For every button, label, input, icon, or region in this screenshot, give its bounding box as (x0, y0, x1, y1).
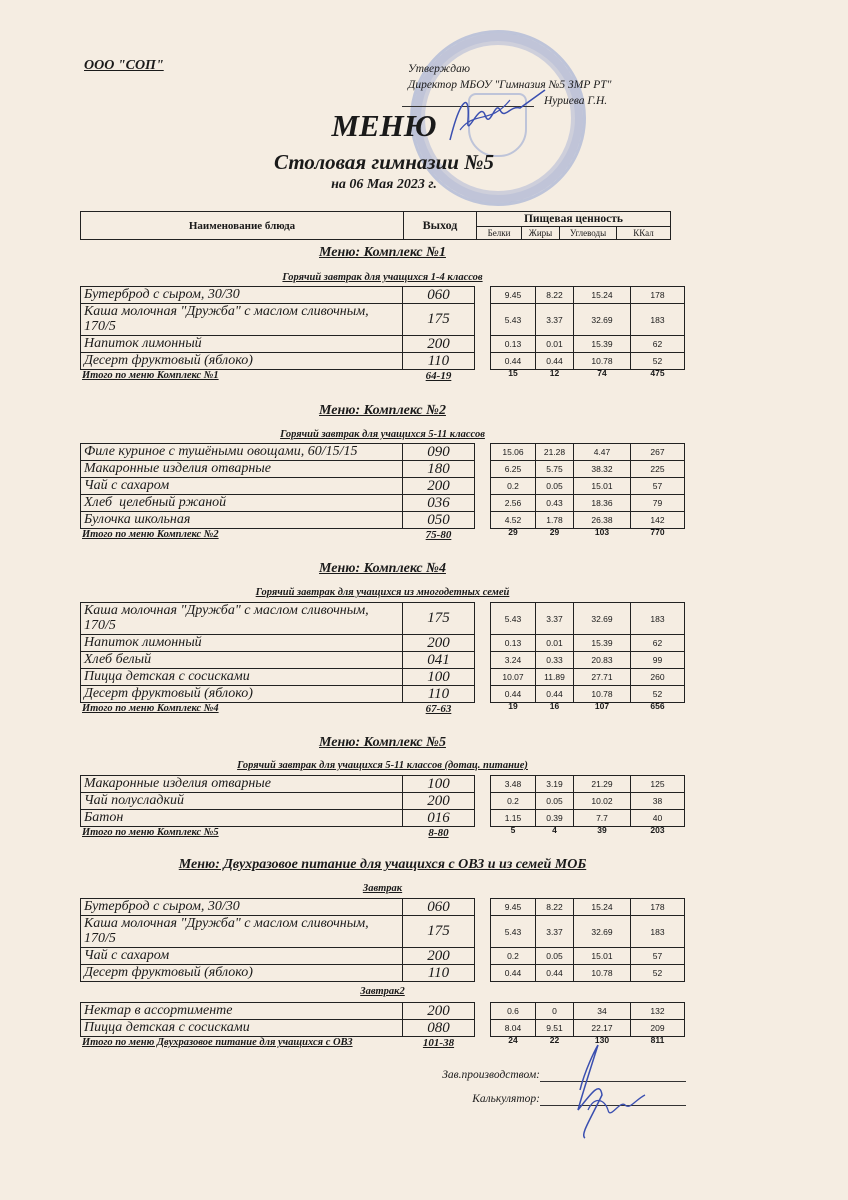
dish-kcal: 142 (630, 511, 685, 529)
dish-proteins: 5.43 (490, 915, 536, 948)
table-header (80, 211, 671, 240)
section-title: Меню: Комплекс №4 (319, 561, 446, 576)
dish-carbs: 26.38 (573, 511, 631, 529)
total-yield: 8-80 (428, 827, 449, 839)
total-fats: 29 (549, 527, 560, 537)
dish-yield: 041 (402, 651, 475, 669)
total-fats: 22 (549, 1035, 560, 1045)
dish-fats: 8.22 (535, 898, 574, 916)
dish-carbs: 15.01 (573, 947, 631, 965)
total-label: Итого по меню Комплекс №4 (82, 703, 219, 714)
dish-kcal: 267 (630, 443, 685, 461)
total-carbs: 103 (594, 527, 610, 537)
dish-proteins: 15.06 (490, 443, 536, 461)
dish-fats: 3.37 (535, 303, 574, 336)
dish-proteins: 5.43 (490, 303, 536, 336)
total-fats: 12 (549, 368, 560, 378)
dish-carbs: 15.24 (573, 286, 631, 304)
group-subtitle: Завтрак2 (360, 986, 405, 997)
dish-kcal: 183 (630, 602, 685, 635)
section-title: Меню: Комплекс №5 (319, 735, 446, 750)
dish-yield: 060 (402, 898, 475, 916)
total-fats: 4 (552, 825, 557, 835)
dish-fats: 3.37 (535, 602, 574, 635)
dish-proteins: 0.2 (490, 947, 536, 965)
menu-date: на 06 Мая 2023 г. (331, 177, 437, 192)
dish-yield: 200 (402, 634, 475, 652)
dish-carbs: 10.02 (573, 792, 631, 810)
total-carbs: 39 (597, 825, 607, 835)
total-yield: 75-80 (425, 529, 452, 541)
dish-carbs: 4.47 (573, 443, 631, 461)
dish-name: Булочка школьная (80, 511, 403, 529)
section-title: Меню: Комплекс №2 (319, 403, 446, 418)
group-subtitle: Завтрак (362, 883, 403, 894)
approval-line-2: Директор МБОУ "Гимназия №5 ЗМР РТ" (408, 79, 612, 91)
dish-fats: 0.33 (535, 651, 574, 669)
dish-name: Нектар в ассортименте (80, 1002, 403, 1020)
total-proteins: 5 (510, 825, 516, 835)
dish-proteins: 1.15 (490, 809, 536, 827)
dish-yield: 200 (402, 947, 475, 965)
dish-proteins: 4.52 (490, 511, 536, 529)
dish-proteins: 0.44 (490, 685, 536, 703)
dish-name: Чай с сахаром (80, 947, 403, 965)
dish-proteins: 5.43 (490, 602, 536, 635)
calculator-label: Калькулятор: (472, 1093, 540, 1105)
page-title: МЕНЮ (331, 108, 437, 143)
approval-line-1: Утверждаю (408, 63, 470, 75)
total-yield: 64-19 (425, 370, 452, 382)
dish-kcal: 52 (630, 352, 685, 370)
section-title: Меню: Двухразовое питание для учащихся с ОВЗ и из семей МОБ (178, 857, 587, 872)
dish-name: Хлеб целебный ржаной (80, 494, 403, 512)
group-subtitle: Горячий завтрак для учащихся 5-11 классов (дотац. питание) (237, 760, 528, 771)
approval-line-3: Нуриева Г.Н. (544, 95, 608, 107)
total-fats: 16 (549, 701, 560, 711)
dish-kcal: 183 (630, 303, 685, 336)
dish-name: Филе куриное с тушёными овощами, 60/15/15 (80, 443, 403, 461)
dish-name: Макаронные изделия отварные (80, 460, 403, 478)
dish-fats: 21.28 (535, 443, 574, 461)
dish-proteins: 0.44 (490, 352, 536, 370)
dish-proteins: 6.25 (490, 460, 536, 478)
dish-carbs: 22.17 (573, 1019, 631, 1037)
dish-yield: 036 (402, 494, 475, 512)
total-label: Итого по меню Комплекс №1 (82, 370, 219, 381)
total-proteins: 24 (508, 1035, 518, 1045)
column-header-fats: Жиры (522, 227, 560, 240)
total-yield: 67-63 (425, 703, 452, 715)
dish-proteins: 8.04 (490, 1019, 536, 1037)
total-carbs: 74 (597, 368, 607, 378)
dish-yield: 100 (402, 775, 475, 793)
dish-name: Напиток лимонный (80, 634, 403, 652)
dish-name: Десерт фруктовый (яблоко) (80, 964, 403, 982)
dish-fats: 0.43 (535, 494, 574, 512)
total-kcal: 475 (650, 368, 665, 378)
dish-kcal: 225 (630, 460, 685, 478)
approval-block (408, 61, 612, 107)
dish-yield: 100 (402, 668, 475, 686)
dish-kcal: 99 (630, 651, 685, 669)
total-carbs: 107 (594, 701, 610, 711)
section-title: Меню: Комплекс №1 (319, 245, 446, 260)
column-header-proteins: Белки (477, 227, 522, 240)
dish-name: Макаронные изделия отварные (80, 775, 403, 793)
total-kcal: 770 (650, 527, 665, 537)
dish-carbs: 15.39 (573, 335, 631, 353)
dish-kcal: 38 (630, 792, 685, 810)
dish-fats: 0.05 (535, 947, 574, 965)
dish-proteins: 3.48 (490, 775, 536, 793)
dish-name: Десерт фруктовый (яблоко) (80, 685, 403, 703)
dish-name: Каша молочная "Дружба" с маслом сливочным, 170/5 (80, 303, 403, 336)
dish-fats: 0.01 (535, 634, 574, 652)
group-subtitle: Горячий завтрак для учащихся 5-11 классов (280, 429, 485, 440)
total-proteins: 15 (508, 368, 518, 378)
dish-yield: 175 (402, 303, 475, 336)
dish-fats: 0.39 (535, 809, 574, 827)
dish-yield: 175 (402, 602, 475, 635)
dish-name: Бутерброд с сыром, 30/30 (80, 898, 403, 916)
dish-kcal: 178 (630, 898, 685, 916)
dish-proteins: 10.07 (490, 668, 536, 686)
dish-name: Десерт фруктовый (яблоко) (80, 352, 403, 370)
dish-kcal: 52 (630, 964, 685, 982)
dish-proteins: 0.6 (490, 1002, 536, 1020)
total-label: Итого по меню Комплекс №5 (82, 827, 219, 838)
dish-name: Каша молочная "Дружба" с маслом сливочным, 170/5 (80, 915, 403, 948)
dish-fats: 3.19 (535, 775, 574, 793)
dish-proteins: 0.2 (490, 792, 536, 810)
dish-name: Каша молочная "Дружба" с маслом сливочным, 170/5 (80, 602, 403, 635)
column-header-name: Наименование блюда (81, 212, 404, 240)
dish-carbs: 27.71 (573, 668, 631, 686)
dish-carbs: 10.78 (573, 685, 631, 703)
dish-kcal: 52 (630, 685, 685, 703)
dish-proteins: 9.45 (490, 898, 536, 916)
total-proteins: 29 (508, 527, 518, 537)
dish-fats: 0.01 (535, 335, 574, 353)
column-header-kcal: ККал (617, 227, 671, 240)
dish-carbs: 34 (573, 1002, 631, 1020)
dish-fats: 0.44 (535, 352, 574, 370)
dish-yield: 110 (402, 964, 475, 982)
organization-name: ООО "СОП" (84, 58, 164, 73)
dish-kcal: 79 (630, 494, 685, 512)
dish-carbs: 32.69 (573, 303, 631, 336)
dish-kcal: 57 (630, 947, 685, 965)
dish-proteins: 0.13 (490, 634, 536, 652)
dish-name: Напиток лимонный (80, 335, 403, 353)
dish-fats: 0.44 (535, 964, 574, 982)
dish-carbs: 38.32 (573, 460, 631, 478)
total-yield: 101-38 (422, 1037, 455, 1049)
dish-yield: 180 (402, 460, 475, 478)
dish-carbs: 32.69 (573, 602, 631, 635)
total-kcal: 203 (650, 825, 665, 835)
dish-proteins: 0.2 (490, 477, 536, 495)
dish-carbs: 15.24 (573, 898, 631, 916)
dish-kcal: 260 (630, 668, 685, 686)
production-manager-label: Зав.производством: (442, 1069, 540, 1081)
dish-name: Чай полусладкий (80, 792, 403, 810)
dish-name: Чай с сахаром (80, 477, 403, 495)
dish-proteins: 0.13 (490, 335, 536, 353)
dish-fats: 0.05 (535, 792, 574, 810)
dish-kcal: 183 (630, 915, 685, 948)
dish-kcal: 178 (630, 286, 685, 304)
dish-fats: 8.22 (535, 286, 574, 304)
dish-kcal: 132 (630, 1002, 685, 1020)
column-header-nutrition: Пищевая ценность (477, 212, 671, 227)
total-label: Итого по меню Комплекс №2 (82, 529, 219, 540)
group-subtitle: Горячий завтрак для учащихся 1-4 классов (282, 272, 483, 283)
dish-fats: 0 (535, 1002, 574, 1020)
dish-carbs: 15.39 (573, 634, 631, 652)
dish-carbs: 10.78 (573, 352, 631, 370)
dish-fats: 0.44 (535, 685, 574, 703)
dish-kcal: 62 (630, 335, 685, 353)
dish-yield: 200 (402, 477, 475, 495)
dish-fats: 9.51 (535, 1019, 574, 1037)
dish-carbs: 10.78 (573, 964, 631, 982)
dish-proteins: 2.56 (490, 494, 536, 512)
dish-proteins: 3.24 (490, 651, 536, 669)
dish-name: Хлеб белый (80, 651, 403, 669)
total-kcal: 656 (650, 701, 665, 711)
dish-yield: 110 (402, 685, 475, 703)
dish-proteins: 0.44 (490, 964, 536, 982)
group-subtitle: Горячий завтрак для учащихся из многодетных семей (255, 587, 510, 598)
column-header-carbs: Углеводы (560, 227, 617, 240)
total-label: Итого по меню Двухразовое питание для учащихся с ОВЗ (82, 1037, 353, 1048)
dish-name: Пицца детская с сосисками (80, 668, 403, 686)
dish-yield: 090 (402, 443, 475, 461)
dish-carbs: 20.83 (573, 651, 631, 669)
dish-yield: 110 (402, 352, 475, 370)
dish-yield: 200 (402, 335, 475, 353)
dish-yield: 080 (402, 1019, 475, 1037)
dish-name: Пицца детская с сосисками (80, 1019, 403, 1037)
dish-yield: 016 (402, 809, 475, 827)
column-header-yield: Выход (404, 212, 477, 240)
total-carbs: 130 (594, 1035, 610, 1045)
dish-carbs: 32.69 (573, 915, 631, 948)
dish-fats: 3.37 (535, 915, 574, 948)
page-subtitle: Столовая гимназии №5 (274, 150, 494, 174)
dish-fats: 11.89 (535, 668, 574, 686)
dish-kcal: 209 (630, 1019, 685, 1037)
dish-yield: 200 (402, 792, 475, 810)
dish-proteins: 9.45 (490, 286, 536, 304)
manager-signature-icon (560, 1040, 650, 1140)
dish-yield: 200 (402, 1002, 475, 1020)
dish-kcal: 40 (630, 809, 685, 827)
dish-name: Батон (80, 809, 403, 827)
dish-fats: 0.05 (535, 477, 574, 495)
dish-carbs: 21.29 (573, 775, 631, 793)
dish-yield: 060 (402, 286, 475, 304)
dish-kcal: 125 (630, 775, 685, 793)
dish-yield: 050 (402, 511, 475, 529)
dish-carbs: 18.36 (573, 494, 631, 512)
dish-fats: 1.78 (535, 511, 574, 529)
dish-yield: 175 (402, 915, 475, 948)
dish-carbs: 7.7 (573, 809, 631, 827)
dish-name: Бутерброд с сыром, 30/30 (80, 286, 403, 304)
total-proteins: 19 (508, 701, 518, 711)
dish-fats: 5.75 (535, 460, 574, 478)
dish-carbs: 15.01 (573, 477, 631, 495)
dish-kcal: 62 (630, 634, 685, 652)
dish-kcal: 57 (630, 477, 685, 495)
total-kcal: 811 (650, 1035, 665, 1045)
